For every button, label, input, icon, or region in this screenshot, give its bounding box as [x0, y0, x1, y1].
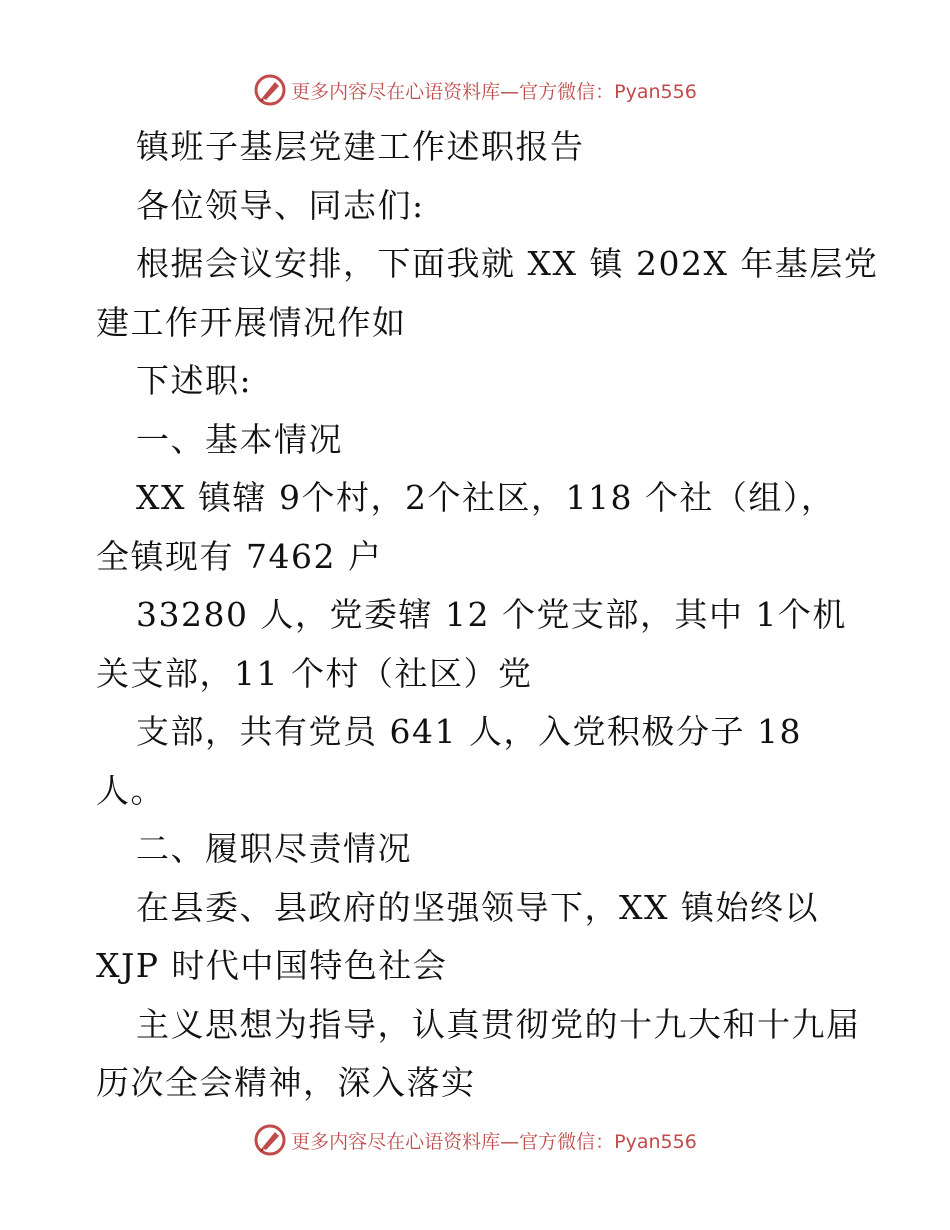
watermark-separator: —	[500, 1130, 520, 1153]
paragraph-line: 全镇现有 7462 户	[96, 536, 383, 576]
watermark-separator: —	[500, 80, 520, 103]
pen-logo-icon	[253, 1123, 287, 1157]
paragraph-line: 历次全会精神，深入落实	[96, 1063, 476, 1102]
paragraph-line: XJP 时代中国特色社会	[96, 946, 448, 985]
document-body	[96, 118, 879, 1113]
paragraph-line: 根据会议安排，下面我就 XX 镇 202X 年基层党	[136, 244, 879, 283]
watermark-label	[291, 77, 697, 104]
watermark-footer	[0, 1120, 950, 1160]
watermark-header	[0, 70, 950, 110]
watermark-label	[291, 1127, 697, 1154]
salutation: 各位领导、同志们:	[136, 185, 425, 225]
paragraph-line: 建工作开展情况作如	[96, 302, 407, 342]
watermark-contact: 官方微信：Pyan556	[519, 1130, 697, 1153]
paragraph-line: 在县委、县政府的坚强领导下，XX 镇始终以	[136, 887, 819, 927]
section-heading: 一、基本情况	[136, 419, 343, 459]
section-heading: 二、履职尽责情况	[136, 829, 412, 868]
watermark-contact: 官方微信：Pyan556	[519, 80, 697, 103]
paragraph-line: 关支部，11 个村（社区）党	[96, 653, 533, 693]
watermark-text: 更多内容尽在心语资料库	[291, 1130, 501, 1153]
pen-logo-icon	[253, 73, 287, 107]
document-title: 镇班子基层党建工作述职报告	[136, 127, 585, 166]
paragraph-line: 33280 人，党委辖 12 个党支部，其中 1个机	[136, 595, 847, 634]
paragraph-line: 支部，共有党员 641 人，入党积极分子 18	[136, 712, 802, 751]
paragraph-line: 主义思想为指导，认真贯彻党的十九大和十九届	[136, 1004, 861, 1044]
paragraph-line: 人。	[96, 770, 165, 810]
watermark-text: 更多内容尽在心语资料库	[291, 80, 501, 103]
paragraph-line: 下述职:	[136, 361, 253, 400]
paragraph-line: XX 镇辖 9个村，2个社区，118 个社（组），	[136, 478, 836, 517]
